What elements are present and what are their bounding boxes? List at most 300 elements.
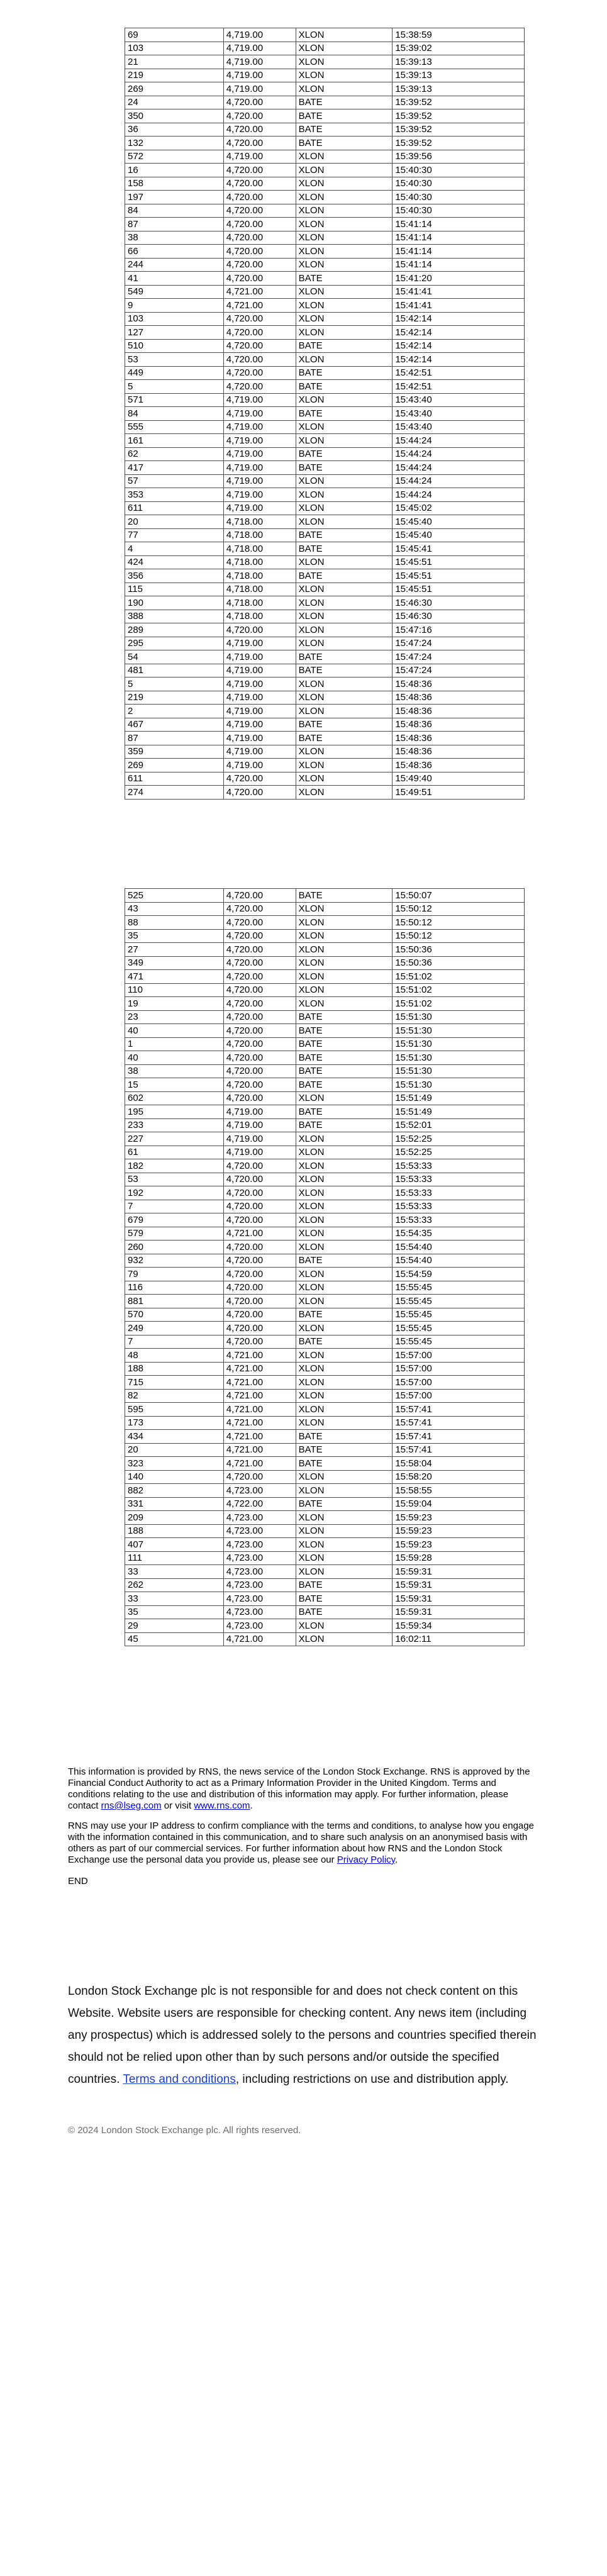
venue-cell: BATE	[296, 1578, 393, 1592]
volume-cell: 69	[125, 28, 224, 42]
time-cell: 15:55:45	[393, 1335, 525, 1349]
rns-email-link[interactable]: rns@lseg.com	[101, 1800, 162, 1811]
price-cell: 4,719.00	[223, 28, 296, 42]
table-row	[125, 488, 525, 502]
price-cell: 4,720.00	[223, 623, 296, 637]
price-cell: 4,719.00	[223, 759, 296, 772]
time-cell: 15:42:14	[393, 353, 525, 367]
time-cell: 15:39:52	[393, 96, 525, 109]
table-row	[125, 326, 525, 340]
venue-cell: BATE	[296, 650, 393, 664]
time-cell: 15:44:24	[393, 488, 525, 502]
table-row	[125, 916, 525, 930]
price-cell: 4,720.00	[223, 339, 296, 353]
volume-cell: 43	[125, 902, 224, 916]
time-cell: 15:54:59	[393, 1268, 525, 1281]
price-cell: 4,721.00	[223, 1430, 296, 1444]
volume-cell: 5	[125, 380, 224, 394]
venue-cell: XLON	[296, 916, 393, 930]
volume-cell: 140	[125, 1470, 224, 1484]
price-cell: 4,721.00	[223, 1632, 296, 1646]
volume-cell: 188	[125, 1524, 224, 1538]
venue-cell: XLON	[296, 983, 393, 997]
price-cell: 4,723.00	[223, 1619, 296, 1633]
volume-cell: 9	[125, 299, 224, 313]
time-cell: 15:59:28	[393, 1551, 525, 1565]
price-cell: 4,720.00	[223, 353, 296, 367]
table-row	[125, 902, 525, 916]
time-cell: 15:57:41	[393, 1430, 525, 1444]
time-cell: 15:55:45	[393, 1281, 525, 1295]
venue-cell: XLON	[296, 1132, 393, 1146]
table-row	[125, 474, 525, 488]
price-cell: 4,720.00	[223, 889, 296, 903]
venue-cell: BATE	[296, 1051, 393, 1065]
venue-cell: BATE	[296, 1024, 393, 1038]
time-cell: 15:57:00	[393, 1362, 525, 1376]
table-row	[125, 1511, 525, 1525]
volume-cell: 41	[125, 272, 224, 286]
volume-cell: 40	[125, 1051, 224, 1065]
volume-cell: 611	[125, 501, 224, 515]
table-row	[125, 1578, 525, 1592]
time-cell: 15:53:33	[393, 1200, 525, 1213]
volume-cell: 132	[125, 137, 224, 150]
price-cell: 4,720.00	[223, 312, 296, 326]
table-row	[125, 759, 525, 772]
table-row	[125, 1335, 525, 1349]
table-row	[125, 555, 525, 569]
rns-privacy-paragraph: RNS may use your IP address to confirm compliance with the terms and conditions, to analyse how you engage with the information contained in this communication, and to share such analysis on an anonymised basis with others as part of our commercial services. For further information about how RNS and the London Stock Exchange use the personal data you provide us, please see our Privacy Policy.	[68, 1820, 534, 1865]
price-cell: 4,720.00	[223, 326, 296, 340]
time-cell: 15:39:02	[393, 42, 525, 55]
venue-cell: XLON	[296, 1362, 393, 1376]
table-row	[125, 393, 525, 407]
time-cell: 15:58:20	[393, 1470, 525, 1484]
table-row	[125, 786, 525, 800]
table-row	[125, 1227, 525, 1241]
venue-cell: BATE	[296, 569, 393, 583]
price-cell: 4,723.00	[223, 1484, 296, 1498]
price-cell: 4,719.00	[223, 42, 296, 55]
time-cell: 15:42:14	[393, 312, 525, 326]
time-cell: 15:53:33	[393, 1173, 525, 1186]
price-cell: 4,723.00	[223, 1524, 296, 1538]
time-cell: 15:43:40	[393, 393, 525, 407]
venue-cell: BATE	[296, 1497, 393, 1511]
volume-cell: 16	[125, 164, 224, 177]
table-row	[125, 1389, 525, 1403]
volume-cell: 188	[125, 1362, 224, 1376]
table-row	[125, 1322, 525, 1335]
time-cell: 16:02:11	[393, 1632, 525, 1646]
price-cell: 4,719.00	[223, 650, 296, 664]
volume-cell: 249	[125, 1322, 224, 1335]
table-row	[125, 1281, 525, 1295]
time-cell: 15:50:12	[393, 902, 525, 916]
table-row	[125, 1592, 525, 1606]
volume-cell: 595	[125, 1403, 224, 1417]
table-row	[125, 623, 525, 637]
time-cell: 15:54:40	[393, 1241, 525, 1254]
venue-cell: XLON	[296, 312, 393, 326]
price-cell: 4,720.00	[223, 929, 296, 943]
time-cell: 15:42:51	[393, 380, 525, 394]
venue-cell: BATE	[296, 1308, 393, 1322]
time-cell: 15:51:49	[393, 1105, 525, 1119]
time-cell: 15:47:24	[393, 664, 525, 677]
table-row	[125, 1443, 525, 1457]
time-cell: 15:51:30	[393, 1037, 525, 1051]
venue-cell: XLON	[296, 1146, 393, 1159]
table-row	[125, 1186, 525, 1200]
table-row	[125, 1200, 525, 1213]
venue-cell: XLON	[296, 1389, 393, 1403]
table-body	[125, 889, 525, 1646]
volume-cell: 87	[125, 732, 224, 745]
price-cell: 4,720.00	[223, 245, 296, 259]
table-row	[125, 1538, 525, 1552]
price-cell: 4,719.00	[223, 745, 296, 759]
venue-cell: XLON	[296, 623, 393, 637]
volume-cell: 424	[125, 555, 224, 569]
price-cell: 4,721.00	[223, 1349, 296, 1363]
price-cell: 4,720.00	[223, 258, 296, 272]
time-cell: 15:39:13	[393, 69, 525, 82]
price-cell: 4,720.00	[223, 123, 296, 137]
venue-cell: BATE	[296, 380, 393, 394]
price-cell: 4,720.00	[223, 1200, 296, 1213]
time-cell: 15:51:30	[393, 1051, 525, 1065]
volume-cell: 54	[125, 650, 224, 664]
table-row	[125, 1078, 525, 1092]
table-row	[125, 285, 525, 299]
volume-cell: 38	[125, 231, 224, 245]
table-row	[125, 1308, 525, 1322]
time-cell: 15:49:51	[393, 786, 525, 800]
time-cell: 15:59:31	[393, 1578, 525, 1592]
time-cell: 15:48:36	[393, 705, 525, 718]
table-row	[125, 1362, 525, 1376]
time-cell: 15:59:31	[393, 1565, 525, 1579]
time-cell: 15:57:41	[393, 1416, 525, 1430]
venue-cell: BATE	[296, 732, 393, 745]
time-cell: 15:52:25	[393, 1132, 525, 1146]
venue-cell: XLON	[296, 420, 393, 434]
price-cell: 4,718.00	[223, 569, 296, 583]
venue-cell: BATE	[296, 1430, 393, 1444]
volume-cell: 62	[125, 447, 224, 461]
time-cell: 15:49:40	[393, 772, 525, 786]
venue-cell: XLON	[296, 1186, 393, 1200]
venue-cell: XLON	[296, 177, 393, 191]
table-row	[125, 1037, 525, 1051]
price-cell: 4,719.00	[223, 637, 296, 650]
time-cell: 15:48:36	[393, 691, 525, 705]
volume-cell: 103	[125, 42, 224, 55]
time-cell: 15:57:41	[393, 1443, 525, 1457]
table-row	[125, 983, 525, 997]
table-row	[125, 366, 525, 380]
volume-cell: 295	[125, 637, 224, 650]
time-cell: 15:57:00	[393, 1389, 525, 1403]
time-cell: 15:39:56	[393, 150, 525, 164]
volume-cell: 602	[125, 1091, 224, 1105]
price-cell: 4,720.00	[223, 96, 296, 109]
price-cell: 4,719.00	[223, 691, 296, 705]
time-cell: 15:50:07	[393, 889, 525, 903]
price-cell: 4,719.00	[223, 705, 296, 718]
venue-cell: XLON	[296, 501, 393, 515]
venue-cell: XLON	[296, 943, 393, 957]
price-cell: 4,719.00	[223, 447, 296, 461]
venue-cell: BATE	[296, 1064, 393, 1078]
time-cell: 15:40:30	[393, 191, 525, 204]
price-cell: 4,719.00	[223, 474, 296, 488]
volume-cell: 1	[125, 1037, 224, 1051]
volume-cell: 5	[125, 677, 224, 691]
venue-cell: XLON	[296, 1173, 393, 1186]
volume-cell: 572	[125, 150, 224, 164]
volume-cell: 36	[125, 123, 224, 137]
price-cell: 4,720.00	[223, 1213, 296, 1227]
time-cell: 15:39:52	[393, 137, 525, 150]
volume-cell: 571	[125, 393, 224, 407]
volume-cell: 359	[125, 745, 224, 759]
price-cell: 4,723.00	[223, 1605, 296, 1619]
table-row	[125, 664, 525, 677]
volume-cell: 33	[125, 1565, 224, 1579]
price-cell: 4,720.00	[223, 1051, 296, 1065]
terms-and-conditions-link[interactable]: Terms and conditions	[123, 2073, 236, 2086]
volume-cell: 274	[125, 786, 224, 800]
table-row	[125, 745, 525, 759]
venue-cell: XLON	[296, 245, 393, 259]
time-cell: 15:48:36	[393, 732, 525, 745]
table-row	[125, 889, 525, 903]
venue-cell: XLON	[296, 150, 393, 164]
time-cell: 15:44:24	[393, 474, 525, 488]
venue-cell: XLON	[296, 191, 393, 204]
time-cell: 15:55:45	[393, 1322, 525, 1335]
price-cell: 4,719.00	[223, 1132, 296, 1146]
table-row	[125, 191, 525, 204]
table-row	[125, 1497, 525, 1511]
time-cell: 15:45:51	[393, 583, 525, 596]
venue-cell: XLON	[296, 772, 393, 786]
venue-cell: XLON	[296, 1619, 393, 1633]
volume-cell: 87	[125, 218, 224, 231]
time-cell: 15:44:24	[393, 447, 525, 461]
volume-cell: 467	[125, 718, 224, 732]
volume-cell: 481	[125, 664, 224, 677]
table-row	[125, 1349, 525, 1363]
volume-cell: 525	[125, 889, 224, 903]
transactions-table-1	[125, 28, 525, 800]
volume-cell: 115	[125, 583, 224, 596]
venue-cell: BATE	[296, 1078, 393, 1092]
price-cell: 4,718.00	[223, 583, 296, 596]
volume-cell: 195	[125, 1105, 224, 1119]
venue-cell: BATE	[296, 1010, 393, 1024]
price-cell: 4,720.00	[223, 1024, 296, 1038]
price-cell: 4,720.00	[223, 231, 296, 245]
table-row	[125, 1632, 525, 1646]
volume-cell: 510	[125, 339, 224, 353]
venue-cell: XLON	[296, 285, 393, 299]
price-cell: 4,720.00	[223, 1064, 296, 1078]
volume-cell: 4	[125, 542, 224, 556]
price-cell: 4,720.00	[223, 1268, 296, 1281]
table-row	[125, 970, 525, 984]
volume-cell: 7	[125, 1200, 224, 1213]
time-cell: 15:40:30	[393, 204, 525, 218]
time-cell: 15:59:23	[393, 1538, 525, 1552]
time-cell: 15:59:23	[393, 1524, 525, 1538]
table-row	[125, 150, 525, 164]
price-cell: 4,719.00	[223, 150, 296, 164]
privacy-policy-link[interactable]: Privacy Policy	[337, 1854, 396, 1865]
price-cell: 4,723.00	[223, 1578, 296, 1592]
price-cell: 4,720.00	[223, 786, 296, 800]
venue-cell: BATE	[296, 664, 393, 677]
time-cell: 15:45:51	[393, 569, 525, 583]
volume-cell: 2	[125, 705, 224, 718]
table-row	[125, 1430, 525, 1444]
table-row	[125, 772, 525, 786]
time-cell: 15:51:02	[393, 997, 525, 1011]
volume-cell: 20	[125, 1443, 224, 1457]
price-cell: 4,721.00	[223, 1457, 296, 1471]
price-cell: 4,720.00	[223, 1091, 296, 1105]
price-cell: 4,720.00	[223, 1281, 296, 1295]
rns-website-link[interactable]: www.rns.com	[194, 1800, 250, 1811]
venue-cell: BATE	[296, 96, 393, 109]
venue-cell: BATE	[296, 889, 393, 903]
volume-cell: 932	[125, 1254, 224, 1268]
time-cell: 15:52:01	[393, 1118, 525, 1132]
venue-cell: XLON	[296, 929, 393, 943]
time-cell: 15:45:02	[393, 501, 525, 515]
price-cell: 4,719.00	[223, 718, 296, 732]
price-cell: 4,720.00	[223, 1322, 296, 1335]
price-cell: 4,719.00	[223, 69, 296, 82]
table-row	[125, 55, 525, 69]
venue-cell: XLON	[296, 583, 393, 596]
time-cell: 15:53:33	[393, 1213, 525, 1227]
volume-cell: 21	[125, 55, 224, 69]
venue-cell: BATE	[296, 542, 393, 556]
table-row	[125, 1565, 525, 1579]
volume-cell: 61	[125, 1146, 224, 1159]
price-cell: 4,718.00	[223, 542, 296, 556]
time-cell: 15:41:14	[393, 231, 525, 245]
volume-cell: 66	[125, 245, 224, 259]
volume-cell: 53	[125, 353, 224, 367]
time-cell: 15:50:36	[393, 956, 525, 970]
price-cell: 4,720.00	[223, 956, 296, 970]
volume-cell: 173	[125, 1416, 224, 1430]
lse-responsibility-notice: London Stock Exchange plc is not responsible for and does not check content on this Website. Website users are responsible for checking content. Any news item (including any prospectus) which is addressed solely to the persons and countries specified therein should not be relied upon other than by such persons and/or outside the specified countries. Terms and conditions, including restrictions on use and distribution apply.	[68, 1985, 537, 2086]
time-cell: 15:50:12	[393, 929, 525, 943]
time-cell: 15:51:02	[393, 983, 525, 997]
price-cell: 4,722.00	[223, 1497, 296, 1511]
price-cell: 4,720.00	[223, 1308, 296, 1322]
time-cell: 15:48:36	[393, 759, 525, 772]
volume-cell: 19	[125, 997, 224, 1011]
time-cell: 15:46:30	[393, 610, 525, 623]
table-row	[125, 677, 525, 691]
volume-cell: 269	[125, 759, 224, 772]
time-cell: 15:58:55	[393, 1484, 525, 1498]
table-row	[125, 245, 525, 259]
table-row	[125, 69, 525, 82]
volume-cell: 881	[125, 1295, 224, 1308]
table-row	[125, 231, 525, 245]
time-cell: 15:58:04	[393, 1457, 525, 1471]
time-cell: 15:45:40	[393, 515, 525, 529]
table-row	[125, 943, 525, 957]
venue-cell: BATE	[296, 137, 393, 150]
volume-cell: 84	[125, 204, 224, 218]
time-cell: 15:53:33	[393, 1186, 525, 1200]
time-cell: 15:55:45	[393, 1295, 525, 1308]
venue-cell: XLON	[296, 434, 393, 448]
venue-cell: XLON	[296, 705, 393, 718]
price-cell: 4,721.00	[223, 299, 296, 313]
table-row	[125, 1295, 525, 1308]
price-cell: 4,720.00	[223, 1159, 296, 1173]
venue-cell: XLON	[296, 353, 393, 367]
table-row	[125, 420, 525, 434]
price-cell: 4,723.00	[223, 1565, 296, 1579]
table-row	[125, 596, 525, 610]
price-cell: 4,723.00	[223, 1551, 296, 1565]
time-cell: 15:51:02	[393, 970, 525, 984]
venue-cell: XLON	[296, 596, 393, 610]
table-row	[125, 109, 525, 123]
table-row	[125, 380, 525, 394]
venue-cell: XLON	[296, 1200, 393, 1213]
price-cell: 4,719.00	[223, 420, 296, 434]
volume-cell: 111	[125, 1551, 224, 1565]
table-row	[125, 258, 525, 272]
table-row	[125, 1524, 525, 1538]
volume-cell: 611	[125, 772, 224, 786]
venue-cell: XLON	[296, 204, 393, 218]
volume-cell: 882	[125, 1484, 224, 1498]
time-cell: 15:44:24	[393, 461, 525, 475]
table-row	[125, 650, 525, 664]
venue-cell: BATE	[296, 339, 393, 353]
time-cell: 15:43:40	[393, 407, 525, 421]
time-cell: 15:41:41	[393, 299, 525, 313]
volume-cell: 77	[125, 528, 224, 542]
price-cell: 4,719.00	[223, 461, 296, 475]
end-marker: END	[68, 1876, 88, 1887]
price-cell: 4,719.00	[223, 677, 296, 691]
price-cell: 4,721.00	[223, 1227, 296, 1241]
table-row	[125, 732, 525, 745]
table-row	[125, 501, 525, 515]
table-body	[125, 28, 525, 800]
venue-cell: XLON	[296, 1484, 393, 1498]
price-cell: 4,720.00	[223, 177, 296, 191]
time-cell: 15:57:00	[393, 1349, 525, 1363]
venue-cell: XLON	[296, 55, 393, 69]
venue-cell: XLON	[296, 393, 393, 407]
time-cell: 15:39:52	[393, 109, 525, 123]
